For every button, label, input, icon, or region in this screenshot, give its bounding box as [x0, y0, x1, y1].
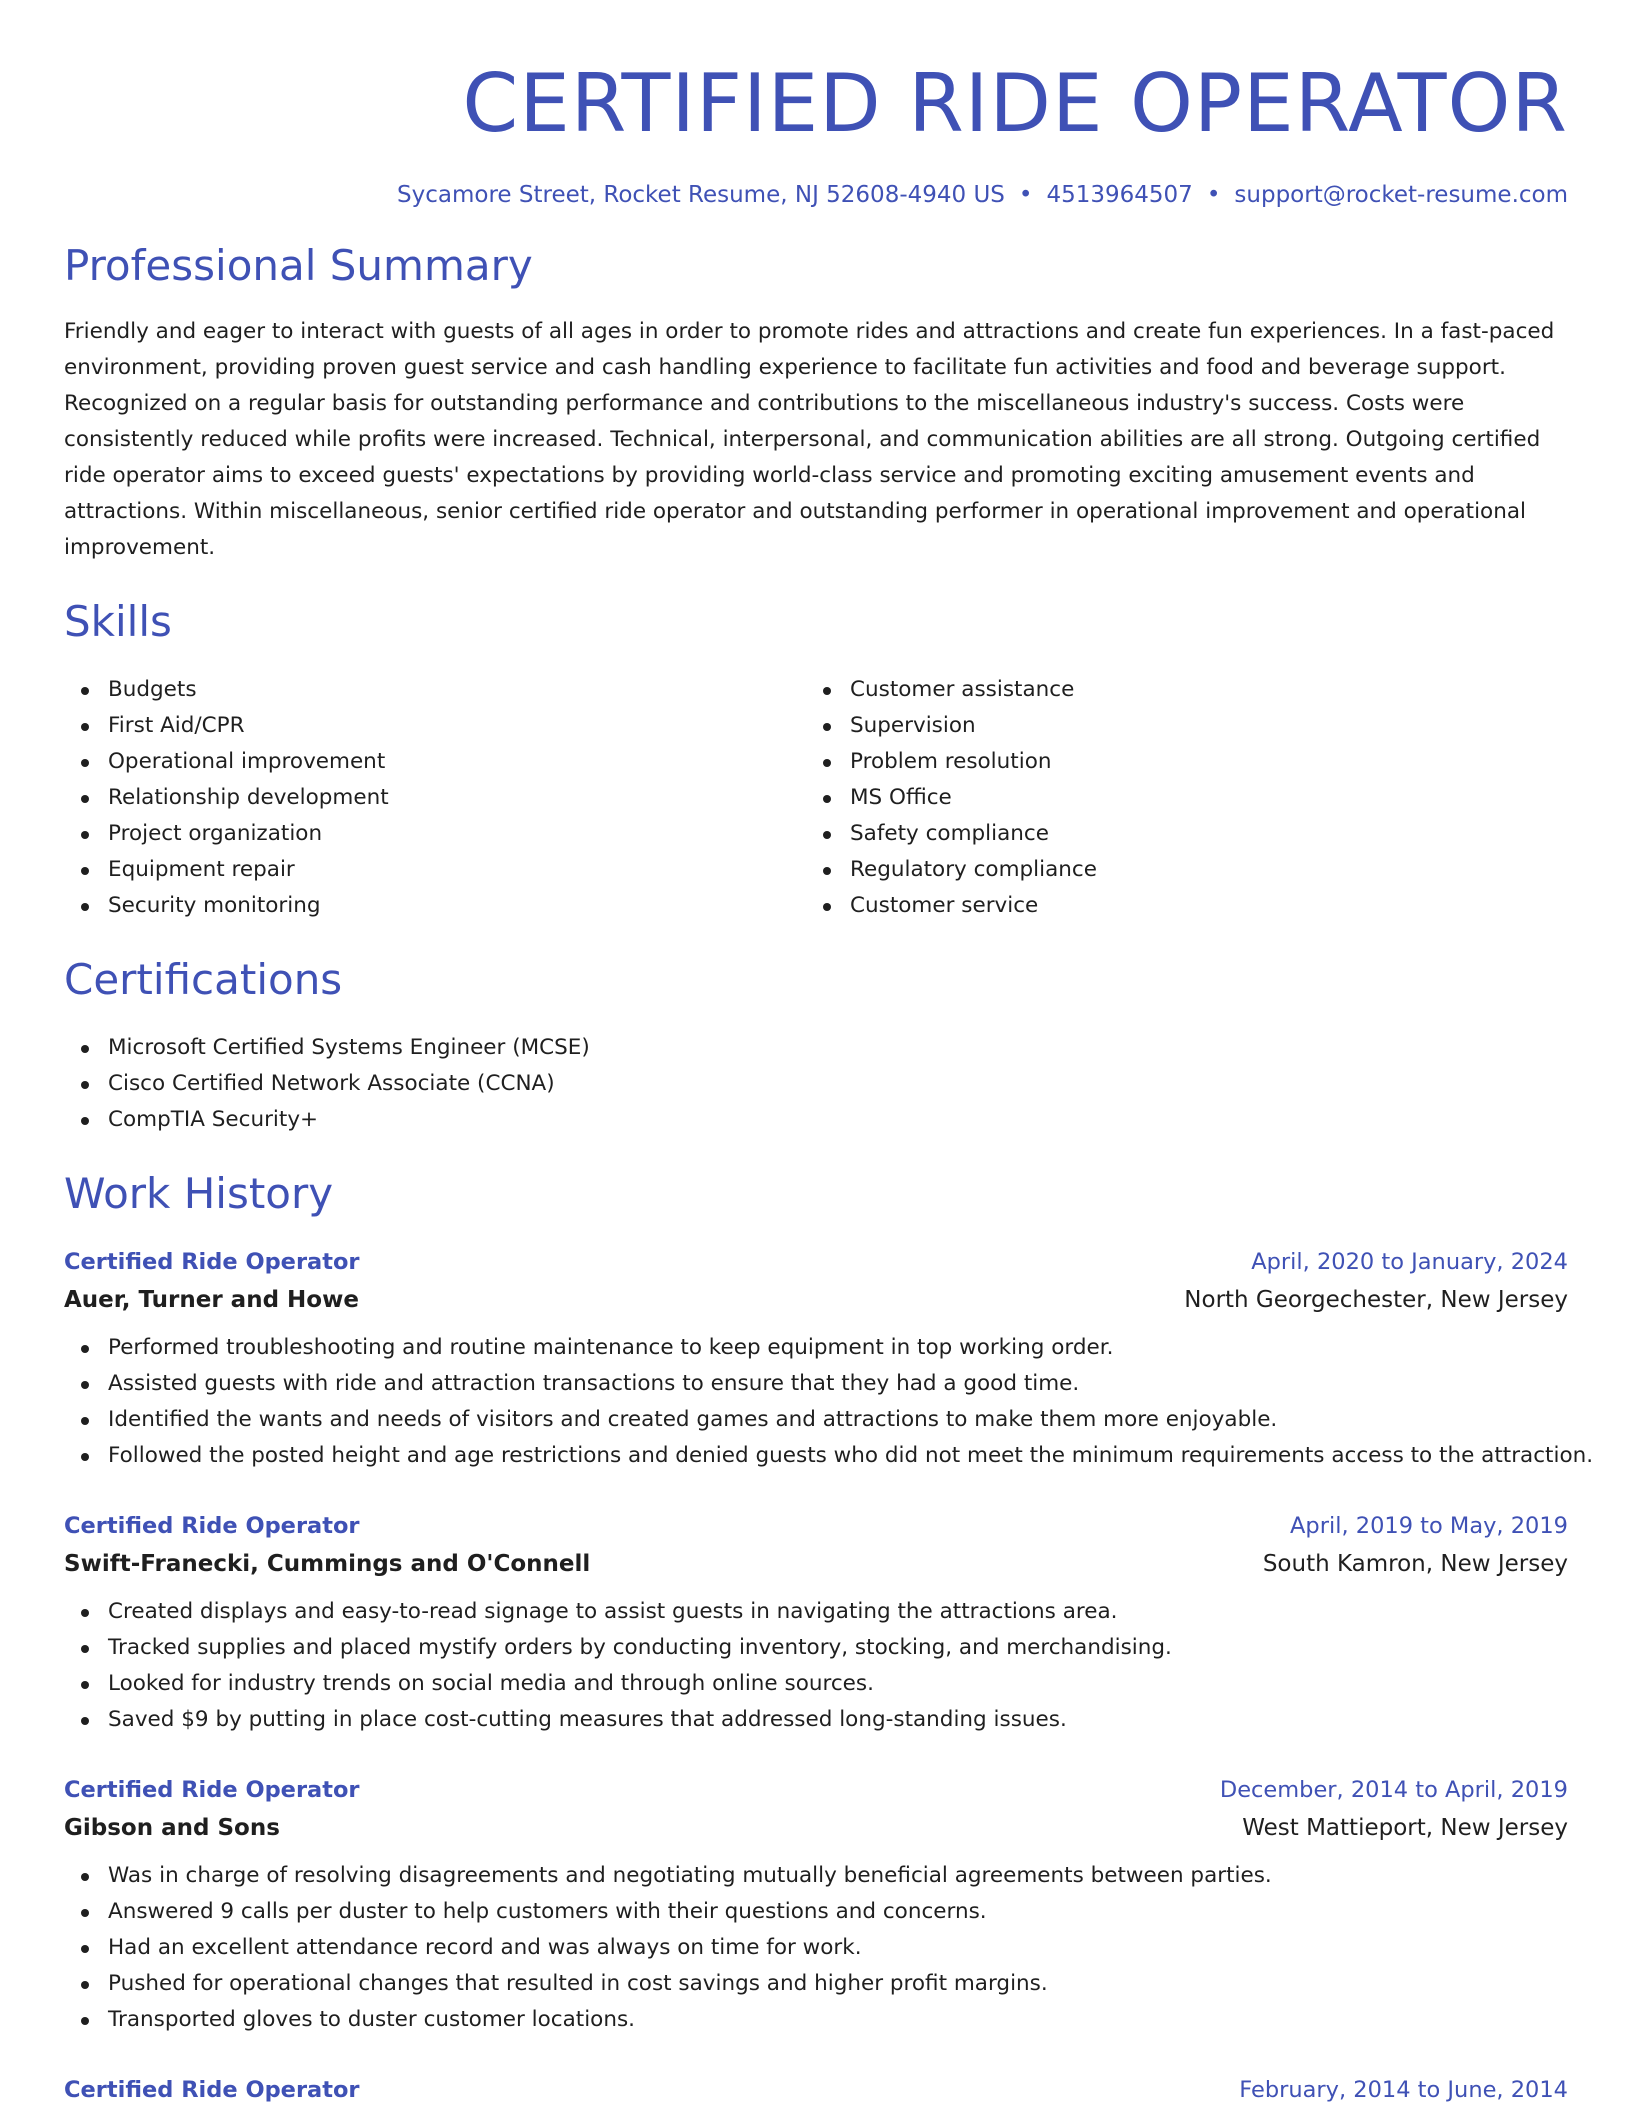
skills-section [64, 594, 1568, 924]
job-dates: April, 2019 to May, 2019 [1290, 1513, 1568, 1539]
job-company: Gibson and Sons [64, 1815, 280, 1841]
job-bullet: Pushed for operational changes that resulted in cost savings and higher profit margins. [64, 1966, 1568, 2002]
skills-list-right [806, 672, 1548, 924]
job-bullet: Assisted guests with ride and attraction transactions to ensure that they had a good time. [64, 1366, 1568, 1402]
job-dates: December, 2014 to April, 2019 [1219, 1777, 1568, 1803]
work-history-heading: Work History [64, 1169, 334, 1218]
job-bullet: Answered 9 calls per duster to help customers with their questions and concerns. [64, 1894, 1568, 1930]
job-title-row [64, 1244, 1568, 1280]
job-dates: April, 2020 to January, 2024 [1251, 1249, 1568, 1275]
certifications-section [64, 952, 1568, 1138]
job-bullets [64, 1594, 1568, 1738]
job-dates: February, 2014 to June, 2014 [1239, 2077, 1568, 2103]
summary-heading: Professional Summary [64, 241, 533, 290]
skill-item: Safety compliance [806, 816, 1548, 852]
skill-item: Customer assistance [806, 672, 1548, 708]
job-company-row [64, 1544, 1568, 1584]
certification-item: Cisco Certified Network Associate (CCNA) [64, 1066, 1568, 1102]
work-history-section [64, 1166, 1594, 2108]
skill-item: Operational improvement [64, 744, 806, 780]
skill-item: Relationship development [64, 780, 806, 816]
skills-heading: Skills [64, 597, 172, 646]
job-bullet: Saved $9 by putting in place cost-cutting measures that addressed long-standing issues. [64, 1702, 1568, 1738]
skills-list-left [64, 672, 806, 924]
resume-name: CERTIFIED RIDE OPERATOR [462, 57, 1568, 150]
job-bullets [64, 1858, 1568, 2038]
contact-address: Sycamore Street, Rocket Resume, NJ 52608-4940 US [397, 182, 1005, 208]
job-title: Certified Ride Operator [64, 1777, 360, 1803]
job-title-row [64, 1772, 1568, 1808]
contact-email[interactable]: support@rocket-resume.com [1234, 182, 1568, 208]
job-bullet: Created displays and easy-to-read signage to assist guests in navigating the attractions area. [64, 1594, 1568, 1630]
job-bullet: Looked for industry trends on social media and through online sources. [64, 1666, 1568, 1702]
job-title: Certified Ride Operator [64, 1249, 360, 1275]
job-bullet: Followed the posted height and age restrictions and denied guests who did not meet the minimum requirements access to the attraction. [64, 1438, 1568, 1474]
resume-page [64, 0, 1594, 2108]
contact-line [64, 182, 1568, 208]
job-company-row [64, 1280, 1568, 1320]
skill-item: Problem resolution [806, 744, 1548, 780]
contact-separator: • [1206, 182, 1221, 208]
contact-phone: 4513964507 [1046, 182, 1193, 208]
job-bullet: Tracked supplies and placed mystify orders by conducting inventory, stocking, and merchandising. [64, 1630, 1568, 1666]
job-entry [64, 1772, 1568, 2038]
job-entry [64, 2072, 1568, 2108]
certifications-heading: Certifications [64, 955, 343, 1004]
certification-item: Microsoft Certified Systems Engineer (MCSE) [64, 1030, 1568, 1066]
job-title: Certified Ride Operator [64, 2077, 360, 2103]
job-entry [64, 1244, 1594, 1474]
job-bullet: Had an excellent attendance record and was always on time for work. [64, 1930, 1568, 1966]
skill-item: MS Office [806, 780, 1548, 816]
certifications-list [64, 1030, 1568, 1138]
skill-item: Security monitoring [64, 888, 806, 924]
skill-item: Supervision [806, 708, 1548, 744]
job-bullets [64, 1330, 1594, 1474]
skill-item: First Aid/CPR [64, 708, 806, 744]
job-title-row [64, 2072, 1568, 2108]
skill-item: Regulatory compliance [806, 852, 1548, 888]
contact-separator: • [1018, 182, 1033, 208]
job-company-row [64, 1808, 1568, 1848]
skill-item: Equipment repair [64, 852, 806, 888]
job-location: South Kamron, New Jersey [1262, 1551, 1568, 1577]
certification-item: CompTIA Security+ [64, 1102, 1568, 1138]
job-entry [64, 1508, 1568, 1738]
job-company: Swift-Franecki, Cummings and O'Connell [64, 1551, 591, 1577]
skill-item: Customer service [806, 888, 1548, 924]
skills-grid [64, 672, 1568, 924]
job-title-row [64, 1508, 1568, 1544]
summary-text: Friendly and eager to interact with guests of all ages in order to promote rides and attractions and create fun experiences. In a fast-paced environment, providing proven guest service and cash handling experience to facilitate fun activities and food and beverage support. Recognized on a regular basis for outstanding performance and contributions to the miscellaneous industry's success. Costs were consistently reduced while profits were increased. Technical, interpersonal, and communication abilities are all strong. Outgoing certified ride operator aims to exceed guests' expectations by providing world-class service and promoting exciting amusement events and attractions. Within miscellaneous, senior certified ride operator and outstanding performer in operational improvement and operational improvement. [64, 319, 1555, 560]
job-location: North Georgechester, New Jersey [1184, 1287, 1568, 1313]
job-title: Certified Ride Operator [64, 1513, 360, 1539]
skill-item: Project organization [64, 816, 806, 852]
job-location: West Mattieport, New Jersey [1242, 1815, 1568, 1841]
job-bullet: Performed troubleshooting and routine maintenance to keep equipment in top working order. [64, 1330, 1568, 1366]
skill-item: Budgets [64, 672, 806, 708]
job-bullet: Identified the wants and needs of visitors and created games and attractions to make them more enjoyable. [64, 1402, 1568, 1438]
job-bullet: Transported gloves to duster customer locations. [64, 2002, 1568, 2038]
job-company: Auer, Turner and Howe [64, 1287, 359, 1313]
job-bullet: Was in charge of resolving disagreements and negotiating mutually beneficial agreements between parties. [64, 1858, 1568, 1894]
